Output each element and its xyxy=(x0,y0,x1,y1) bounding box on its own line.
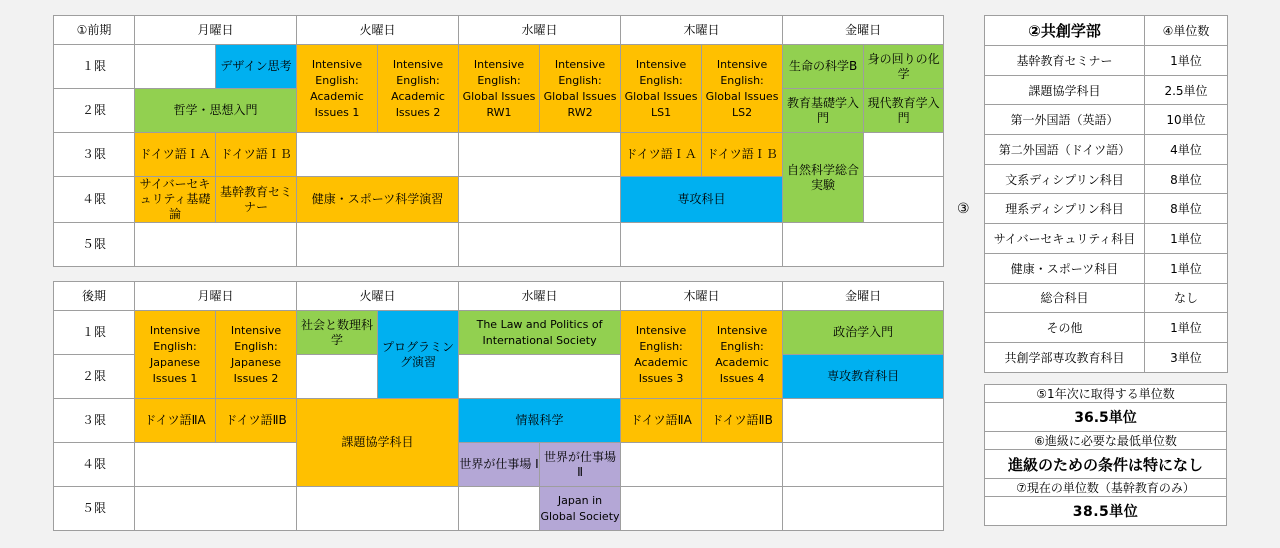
credit-subject: 課題協学科目 xyxy=(985,75,1145,105)
credit-unit: 2.5単位 xyxy=(1145,75,1228,105)
course-cell: 専攻教育科目 xyxy=(783,355,944,399)
empty-cell xyxy=(864,177,944,223)
course-cell: 世界が仕事場 Ⅱ xyxy=(540,443,621,487)
day-header-wed: 水曜日 xyxy=(459,282,621,311)
course-cell: 現代教育学入門 xyxy=(864,89,944,133)
empty-cell xyxy=(783,223,944,267)
period-label: １限 xyxy=(54,45,135,89)
course-cell: Intensive English: Global Issues LS1 xyxy=(621,45,702,133)
empty-cell xyxy=(459,487,540,531)
day-header-thu: 木曜日 xyxy=(621,16,783,45)
credit-subject: 総合科目 xyxy=(985,283,1145,313)
empty-cell xyxy=(135,443,297,487)
day-header-tue: 火曜日 xyxy=(297,282,459,311)
empty-cell xyxy=(783,443,944,487)
credit-row xyxy=(985,164,1228,194)
credit-subject: 共創学部専攻教育科目 xyxy=(985,342,1145,372)
credit-unit: 3単位 xyxy=(1145,342,1228,372)
empty-cell xyxy=(297,355,378,399)
day-header-mon: 月曜日 xyxy=(135,16,297,45)
empty-cell xyxy=(459,223,621,267)
empty-cell xyxy=(783,399,944,443)
credit-unit: 10単位 xyxy=(1145,105,1228,135)
course-cell: 社会と数理科学 xyxy=(297,311,378,355)
credit-rows xyxy=(985,46,1228,373)
course-cell: 健康・スポーツ科学演習 xyxy=(297,177,459,223)
course-cell: 身の回りの化学 xyxy=(864,45,944,89)
empty-cell xyxy=(135,45,216,89)
day-header-tue: 火曜日 xyxy=(297,16,459,45)
current-credits-value: 38.5単位 xyxy=(985,497,1227,526)
summary-table xyxy=(984,384,1227,526)
course-cell: Intensive English: Japanese Issues 1 xyxy=(135,311,216,399)
period-label: ２限 xyxy=(54,355,135,399)
course-cell: Intensive English: Global Issues LS2 xyxy=(702,45,783,133)
course-cell: 基幹教育セミナー xyxy=(216,177,297,223)
empty-cell xyxy=(459,355,621,399)
day-header-fri: 金曜日 xyxy=(783,282,944,311)
course-cell: 課題協学科目 xyxy=(297,399,459,487)
course-cell: Intensive English: Academic Issues 1 xyxy=(297,45,378,133)
day-header-mon: 月曜日 xyxy=(135,282,297,311)
course-cell: Intensive English: Japanese Issues 2 xyxy=(216,311,297,399)
semester-corner: ①前期 xyxy=(54,16,135,45)
empty-cell xyxy=(135,487,297,531)
course-cell: デザイン思考 xyxy=(216,45,297,89)
course-cell: Intensive English: Academic Issues 4 xyxy=(702,311,783,399)
period-label: ５限 xyxy=(54,487,135,531)
credit-row xyxy=(985,75,1228,105)
credit-subject: 文系ディシプリン科目 xyxy=(985,164,1145,194)
course-cell: Intensive English: Academic Issues 2 xyxy=(378,45,459,133)
course-cell: 教育基礎学入門 xyxy=(783,89,864,133)
credit-subject: 理系ディシプリン科目 xyxy=(985,194,1145,224)
course-cell: ドイツ語ＩＡ xyxy=(135,133,216,177)
annual-credits-label: ⑤1年次に取得する単位数 xyxy=(985,385,1227,403)
credit-row xyxy=(985,313,1228,343)
empty-cell xyxy=(135,223,297,267)
course-cell: 専攻科目 xyxy=(621,177,783,223)
credit-unit: なし xyxy=(1145,283,1228,313)
credits-table xyxy=(984,15,1228,373)
credit-row xyxy=(985,224,1228,254)
empty-cell xyxy=(621,443,783,487)
empty-cell xyxy=(864,133,944,177)
credit-subject: 第一外国語（英語） xyxy=(985,105,1145,135)
empty-cell xyxy=(297,133,459,177)
period-label: ５限 xyxy=(54,223,135,267)
credit-row xyxy=(985,194,1228,224)
credit-unit: 8単位 xyxy=(1145,164,1228,194)
unit-header: ④単位数 xyxy=(1145,16,1228,46)
course-cell: ドイツ語ⅡA xyxy=(621,399,702,443)
credit-row xyxy=(985,253,1228,283)
course-cell: ドイツ語ⅡB xyxy=(702,399,783,443)
credit-unit: 8単位 xyxy=(1145,194,1228,224)
course-cell: プログラミング演習 xyxy=(378,311,459,399)
second-semester-timetable xyxy=(53,281,944,531)
first-semester-timetable xyxy=(53,15,944,267)
course-cell: 哲学・思想入門 xyxy=(135,89,297,133)
course-cell: Intensive English: Academic Issues 3 xyxy=(621,311,702,399)
day-header-wed: 水曜日 xyxy=(459,16,621,45)
course-cell: ドイツ語ＩＢ xyxy=(216,133,297,177)
credit-subject: その他 xyxy=(985,313,1145,343)
period-label: ３限 xyxy=(54,399,135,443)
day-header-thu: 木曜日 xyxy=(621,282,783,311)
annual-credits-value: 36.5単位 xyxy=(985,403,1227,432)
course-cell: サイバーセキュリティ基礎論 xyxy=(135,177,216,223)
course-cell: 政治学入門 xyxy=(783,311,944,355)
course-cell: Intensive English: Global Issues RW2 xyxy=(540,45,621,133)
period-label: １限 xyxy=(54,311,135,355)
course-cell: Intensive English: Global Issues RW1 xyxy=(459,45,540,133)
course-cell: 自然科学総合実験 xyxy=(783,133,864,223)
credit-row xyxy=(985,283,1228,313)
section-marker-3: ③ xyxy=(957,201,970,217)
current-credits-label: ⑦現在の単位数（基幹教育のみ） xyxy=(985,479,1227,497)
credit-row xyxy=(985,342,1228,372)
credit-unit: 1単位 xyxy=(1145,253,1228,283)
promotion-min-label: ⑥進級に必要な最低単位数 xyxy=(985,432,1227,450)
empty-cell xyxy=(459,133,621,177)
period-label: ３限 xyxy=(54,133,135,177)
credits-header: ②共創学部 xyxy=(985,16,1145,46)
course-cell: 世界が仕事場 Ⅰ xyxy=(459,443,540,487)
course-cell: ドイツ語ⅡA xyxy=(135,399,216,443)
credit-row xyxy=(985,135,1228,165)
period-label: ２限 xyxy=(54,89,135,133)
period-label: ４限 xyxy=(54,177,135,223)
empty-cell xyxy=(621,487,783,531)
course-cell: The Law and Politics of International Society xyxy=(459,311,621,355)
promotion-min-value: 進級のための条件は特になし xyxy=(985,450,1227,479)
empty-cell xyxy=(297,223,459,267)
course-cell: ドイツ語ⅡB xyxy=(216,399,297,443)
course-cell: 生命の科学B xyxy=(783,45,864,89)
credit-row xyxy=(985,46,1228,76)
credit-row xyxy=(985,105,1228,135)
period-label: ４限 xyxy=(54,443,135,487)
credit-unit: 1単位 xyxy=(1145,224,1228,254)
credit-unit: 1単位 xyxy=(1145,46,1228,76)
day-header-fri: 金曜日 xyxy=(783,16,944,45)
empty-cell xyxy=(297,487,459,531)
empty-cell xyxy=(783,487,944,531)
credit-unit: 4単位 xyxy=(1145,135,1228,165)
course-cell: ドイツ語ＩＢ xyxy=(702,133,783,177)
credit-subject: サイバーセキュリティ科目 xyxy=(985,224,1145,254)
course-cell: 情報科学 xyxy=(459,399,621,443)
credit-subject: 健康・スポーツ科目 xyxy=(985,253,1145,283)
empty-cell xyxy=(459,177,621,223)
empty-cell xyxy=(621,223,783,267)
credit-subject: 第二外国語（ドイツ語） xyxy=(985,135,1145,165)
semester-corner: 後期 xyxy=(54,282,135,311)
course-cell: Japan in Global Society xyxy=(540,487,621,531)
credit-unit: 1単位 xyxy=(1145,313,1228,343)
credit-subject: 基幹教育セミナー xyxy=(985,46,1145,76)
course-cell: ドイツ語ＩＡ xyxy=(621,133,702,177)
